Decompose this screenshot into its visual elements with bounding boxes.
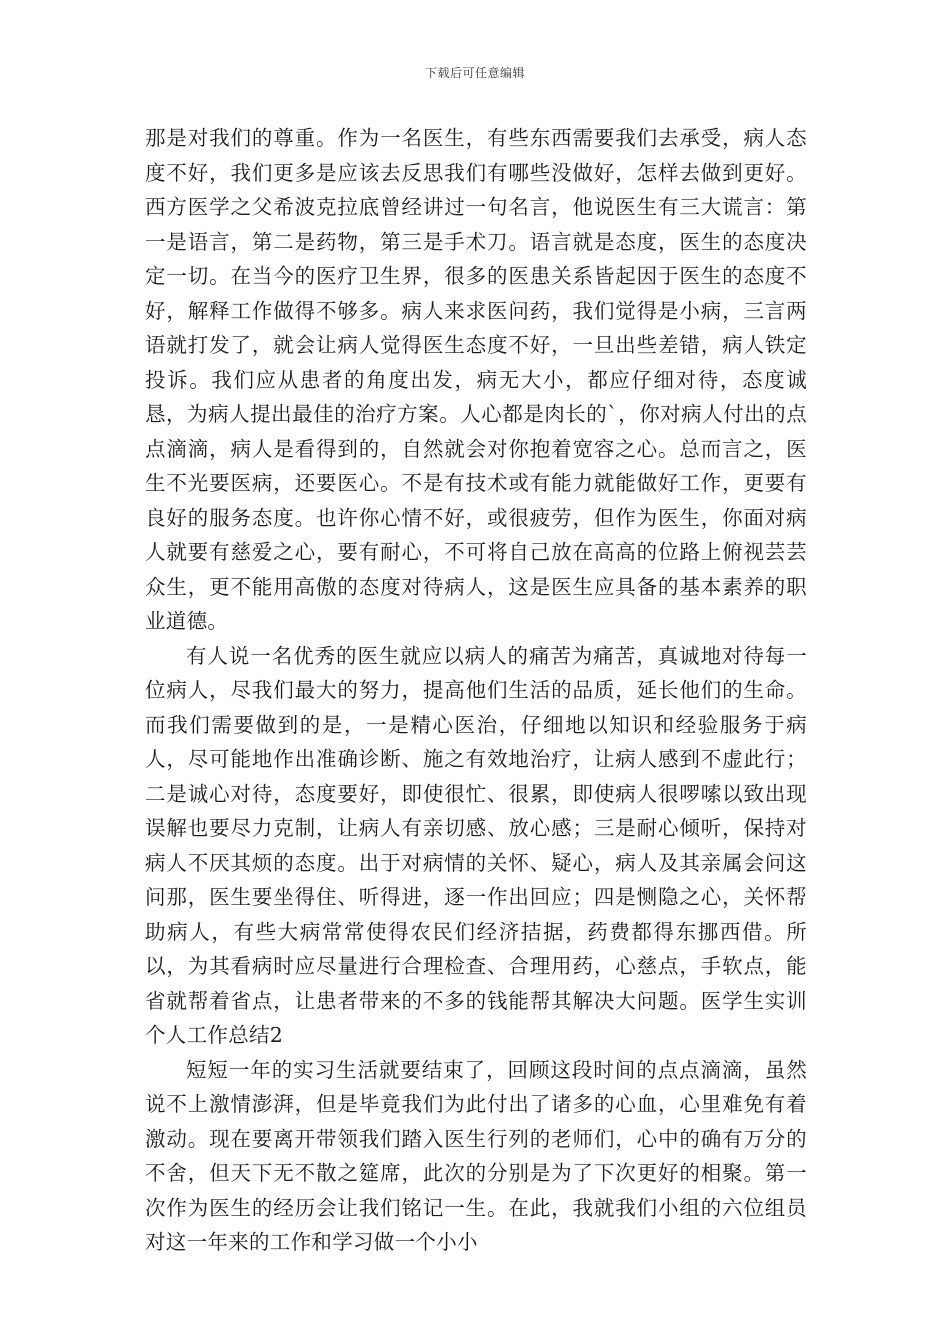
page-header: 下载后可任意编辑	[424, 66, 525, 80]
paragraph-2: 有人说一名优秀的医生就应以病人的痛苦为痛苦，真诚地对待每一位病人，尽我们最大的努力，提高他们生活的品质，延长他们的生命。而我们需要做到的是，一是精心医治，仔细地以知识和经验服务于病人，尽可能地作出准确诊断、施之有效地治疗，让病人感到不虚此行；二是诚心对待，态度要好，即使很忙、很累，即使病人很啰嗦以致出现误解也要尽力克制，让病人有亲切感、放心感；三是耐心倾听，保持对病人不厌其烦的态度。出于对病情的关怀、疑心，病人及其亲属会问这问那，医生要坐得住、听得进，逐一作出回应；四是恻隐之心，关怀帮助病人，有些大病常常使得农民们经济拮据，药费都得东挪西借。所以，为其看病时应尽量进行合理检查、合理用药，心慈点，手软点，能省就帮着省点，让患者带来的不多的钱能帮其解决大问题。医学生实训个人工作总结2	[145, 643, 807, 1047]
document-body	[145, 121, 807, 1260]
paragraph-1: 那是对我们的尊重。作为一名医生，有些东西需要我们去承受，病人态度不好，我们更多是应该去反思我们有哪些没做好，怎样去做到更好。西方医学之父希波克拉底曾经讲过一句名言，他说医生有三大谎言：第一是语言，第二是药物，第三是手术刀。语言就是态度，医生的态度决定一切。在当今的医疗卫生界，很多的医患关系皆起因于医生的态度不好，解释工作做得不够多。病人来求医问药，我们觉得是小病，三言两语就打发了，就会让病人觉得医生态度不好，一旦出些差错，病人铁定投诉。我们应从患者的角度出发，病无大小，都应仔细对待，态度诚恳，为病人提出最佳的治疗方案。人心都是肉长的`，你对病人付出的点点滴滴，病人是看得到的，自然就会对你抱着宽容之心。总而言之，医生不光要医病，还要医心。不是有技术或有能力就能做好工作，更要有良好的服务态度。也许你心情不好，或很疲劳，但作为医生，你面对病人就要有慈爱之心，要有耐心，不可将自己放在高高的位路上俯视芸芸众生，更不能用高傲的态度对待病人，这是医生应具备的基本素养的职业道德。	[145, 126, 807, 633]
paragraph-3: 短短一年的实习生活就要结束了，回顾这段时间的点点滴滴，虽然说不上激情澎湃，但是毕竟我们为此付出了诸多的心血，心里难免有着激动。现在要离开带领我们踏入医生行列的老师们，心中的确有万分的不舍，但天下无不散之筵席，此次的分别是为了下次更好的相聚。第一次作为医生的经历会让我们铭记一生。在此，我就我们小组的六位组员对这一年来的工作和学习做一个小小	[145, 1057, 807, 1254]
